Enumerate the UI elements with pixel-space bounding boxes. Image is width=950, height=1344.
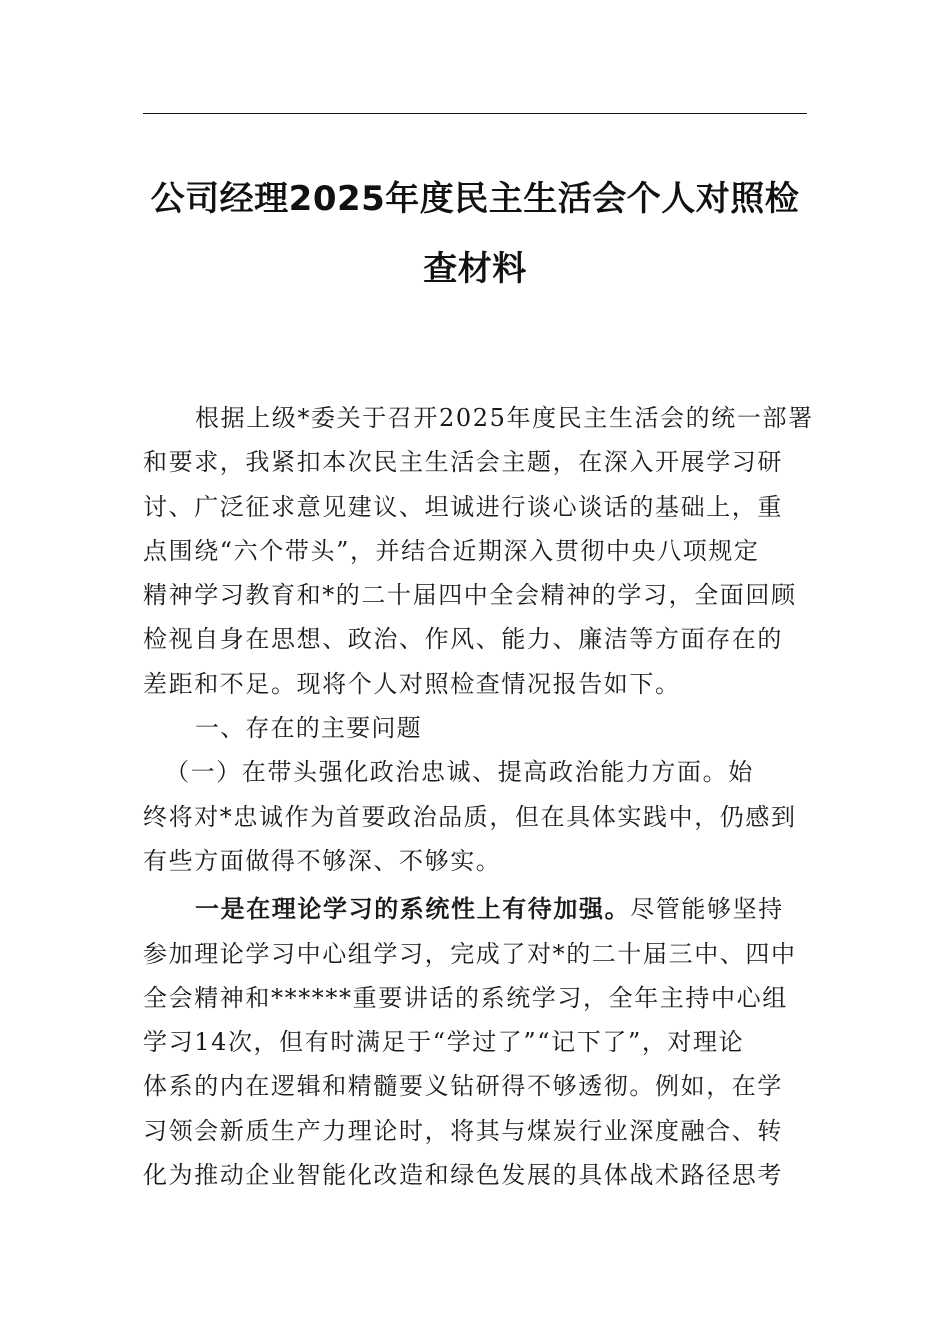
- document-body: [143, 396, 814, 1197]
- header-rule: [143, 113, 807, 114]
- point-one-line: 学习14次，但有时满足于“学过了”“记下了”，对理论: [143, 1028, 745, 1057]
- point-one-line: 全会精神和******重要讲话的系统学习，全年主持中心组: [143, 983, 788, 1012]
- intro-line: 点围绕“六个带头”，并结合近期深入贯彻中央八项规定: [143, 536, 760, 565]
- title-line-1: 公司经理2025年度民主生活会个人对照检: [150, 179, 800, 219]
- subsection-line: 有些方面做得不够深、不够实。: [143, 846, 502, 875]
- point-one-first-line-rest: 尽管能够坚持: [630, 895, 784, 924]
- subsection-line: （一）在带头强化政治忠诚、提高政治能力方面。始: [165, 758, 754, 787]
- subsection-line: 终将对*忠诚作为首要政治品质，但在具体实践中，仍感到: [143, 802, 797, 831]
- intro-line: 差距和不足。现将个人对照检查情况报告如下。: [143, 669, 681, 698]
- intro-line: 检视自身在思想、政治、作风、能力、廉洁等方面存在的: [143, 625, 783, 654]
- intro-line: 精神学习教育和*的二十届四中全会精神的学习，全面回顾: [143, 581, 797, 610]
- intro-line: 和要求，我紧扣本次民主生活会主题，在深入开展学习研: [143, 448, 783, 477]
- point-one-paragraph: [143, 887, 807, 1197]
- intro-line: 讨、广泛征求意见建议、坦诚进行谈心谈话的基础上，重: [143, 492, 783, 521]
- point-one-line: 习领会新质生产力理论时，将其与煤炭行业深度融合、转: [143, 1116, 783, 1145]
- point-one-line: 体系的内在逻辑和精髓要义钻研得不够透彻。例如，在学: [143, 1072, 783, 1101]
- intro-line: 根据上级*委关于召开2025年度民主生活会的统一部署: [195, 404, 814, 432]
- subsection-paragraph: [143, 750, 807, 883]
- point-one-line: 参加理论学习中心组学习，完成了对*的二十届三中、四中: [143, 939, 797, 968]
- title-line-2: 查材料: [423, 249, 527, 289]
- section-heading: 一、存在的主要问题: [195, 714, 422, 743]
- point-one-lead: 一是在理论学习的系统性上有待加强。: [195, 895, 631, 924]
- document-title: [143, 164, 807, 304]
- intro-paragraph: [143, 396, 814, 706]
- point-one-line: 化为推动企业智能化改造和绿色发展的具体战术路径思考: [143, 1161, 783, 1190]
- point-one-first-line: [143, 887, 807, 931]
